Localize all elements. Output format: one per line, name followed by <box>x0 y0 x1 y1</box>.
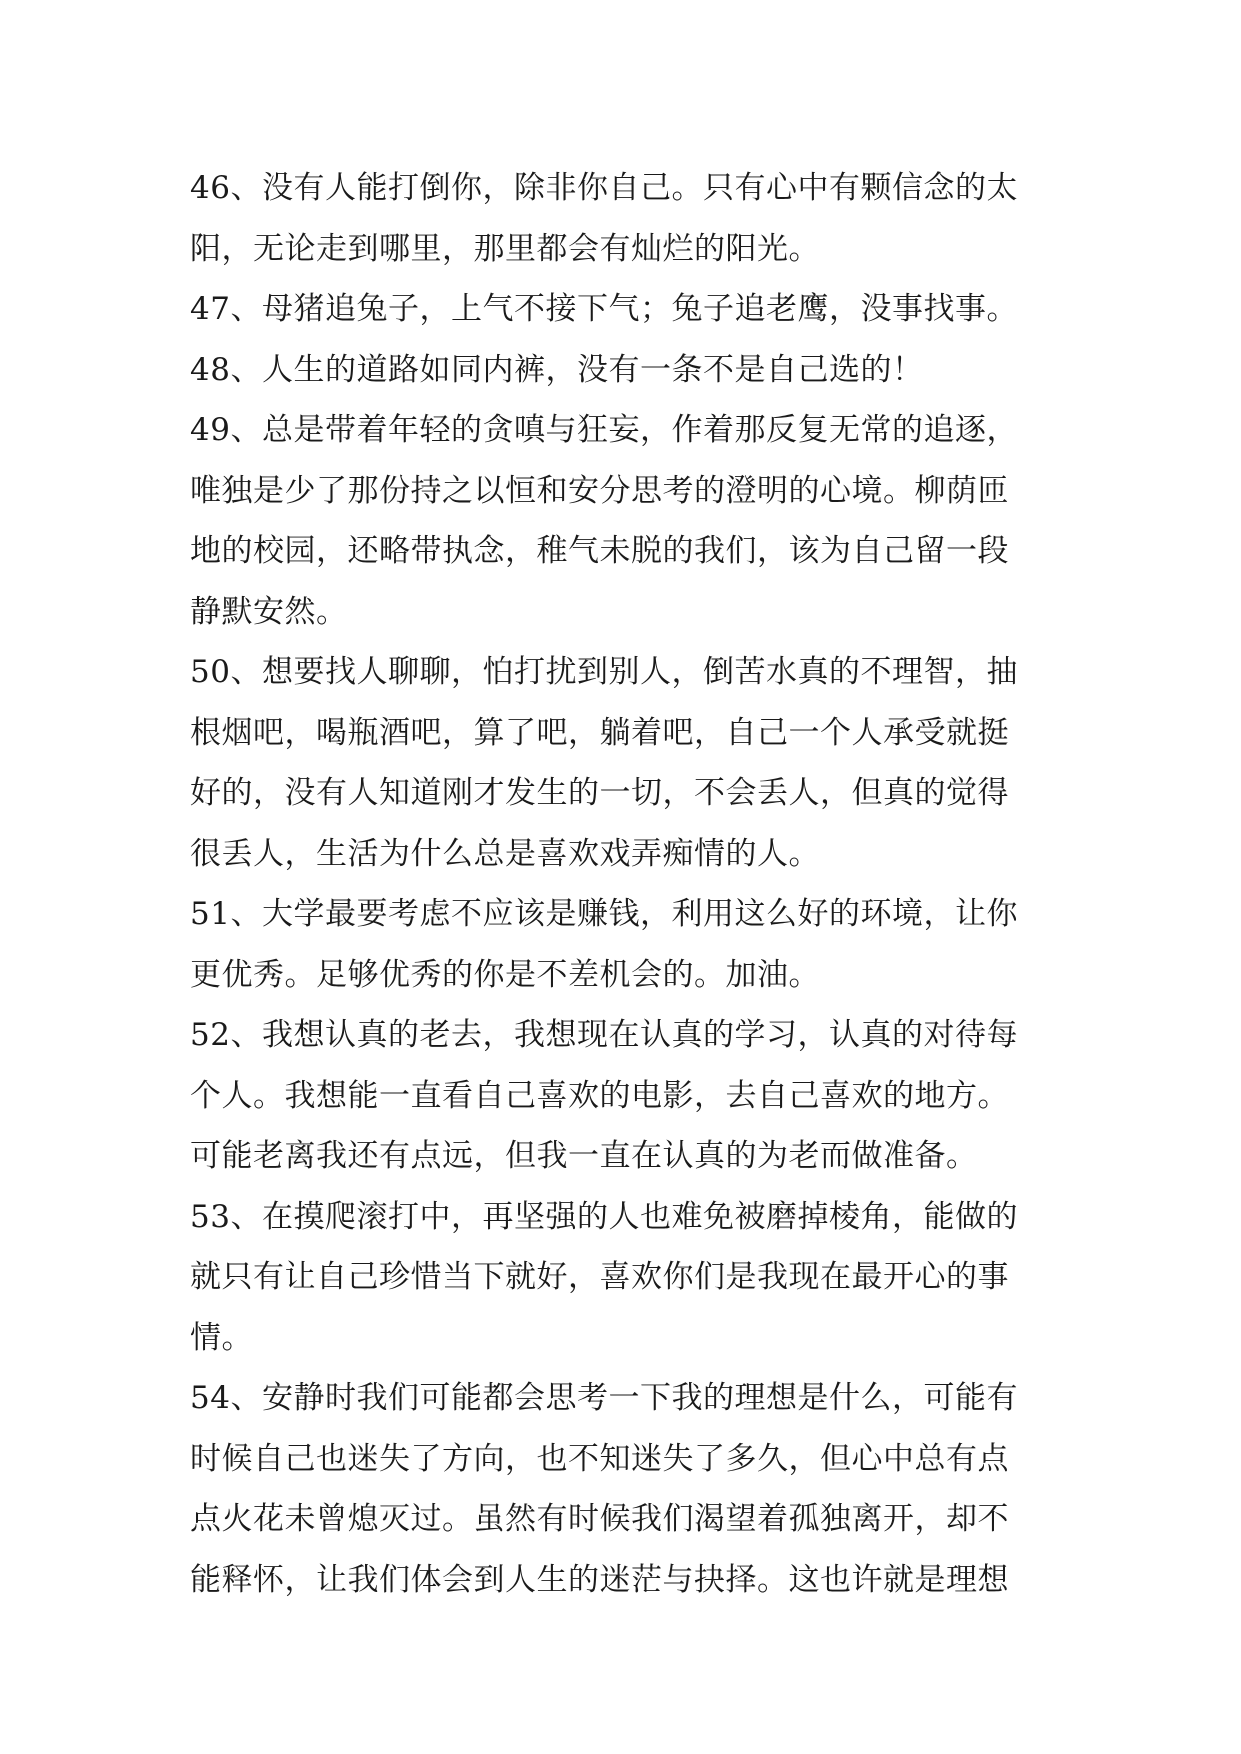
text-line: 可能老离我还有点远，但我一直在认真的为老而做准备。 <box>190 1138 978 1174</box>
text-line: 时候自己也迷失了方向，也不知迷失了多久，但心中总有点 <box>190 1440 1009 1477</box>
text-line: 唯独是少了那份持之以恒和安分思考的澄明的心境。柳荫匝 <box>190 472 1009 509</box>
text-line: 静默安然。 <box>190 593 348 630</box>
text-line: 情。 <box>190 1319 253 1356</box>
text-line: 好的，没有人知道刚才发生的一切，不会丢人，但真的觉得 <box>190 775 1009 811</box>
text-line: 46、没有人能打倒你，除非你自己。只有心中有颗信念的太 <box>190 170 1018 206</box>
text-line: 54、安静时我们可能都会思考一下我的理想是什么，可能有 <box>190 1380 1018 1416</box>
text-line: 根烟吧，喝瓶酒吧，算了吧，躺着吧，自己一个人承受就挺 <box>190 714 1009 751</box>
text-line: 点火花未曾熄灭过。虽然有时候我们渴望着孤独离开，却不 <box>190 1501 1009 1537</box>
text-line: 53、在摸爬滚打中，再坚强的人也难免被磨掉棱角，能做的 <box>190 1198 1018 1235</box>
text-line: 52、我想认真的老去，我想现在认真的学习，认真的对待每 <box>190 1017 1018 1053</box>
text-line: 更优秀。足够优秀的你是不差机会的。加油。 <box>190 956 820 993</box>
text-line: 地的校园，还略带执念，稚气未脱的我们，该为自己留一段 <box>190 533 1009 569</box>
text-line: 就只有让自己珍惜当下就好，喜欢你们是我现在最开心的事 <box>190 1259 1009 1295</box>
document-body <box>190 158 1070 1610</box>
text-line: 能释怀，让我们体会到人生的迷茫与抉择。这也许就是理想 <box>190 1561 1009 1598</box>
text-line: 很丢人，生活为什么总是喜欢戏弄痴情的人。 <box>190 835 820 872</box>
text-line: 50、想要找人聊聊，怕打扰到别人，倒苦水真的不理智，抽 <box>190 654 1018 690</box>
text-line: 个人。我想能一直看自己喜欢的电影，去自己喜欢的地方。 <box>190 1077 1009 1114</box>
text-line: 49、总是带着年轻的贪嗔与狂妄，作着那反复无常的追逐， <box>190 412 1018 448</box>
text-line: 51、大学最要考虑不应该是赚钱，利用这么好的环境，让你 <box>190 896 1018 932</box>
text-line: 48、人生的道路如同内裤，没有一条不是自己选的！ <box>190 351 924 388</box>
text-line: 47、母猪追兔子，上气不接下气；兔子追老鹰，没事找事。 <box>190 291 1018 327</box>
text-line: 阳，无论走到哪里，那里都会有灿烂的阳光。 <box>190 230 820 267</box>
